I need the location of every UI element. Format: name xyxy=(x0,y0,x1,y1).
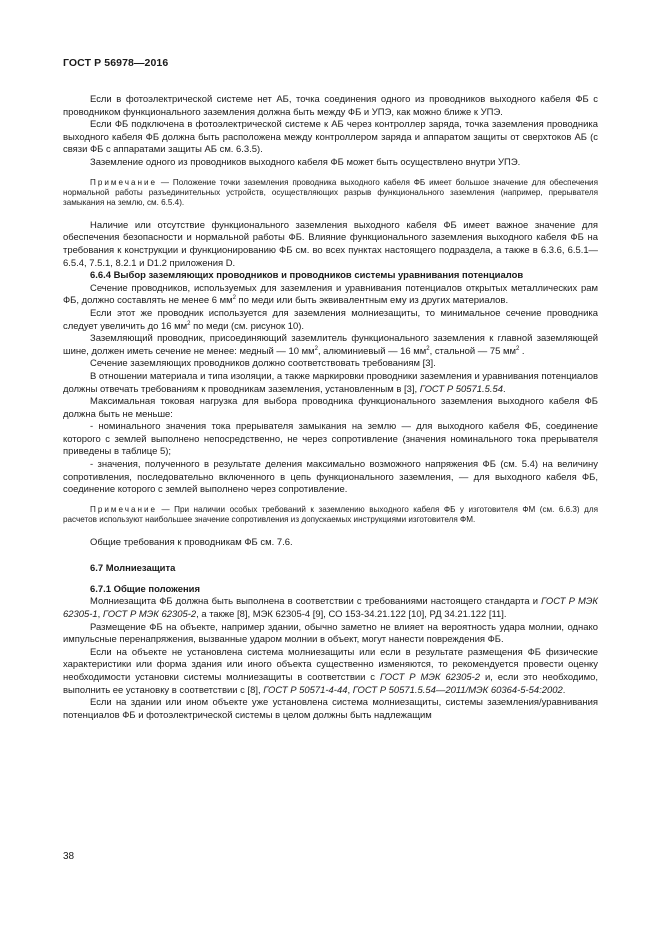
note-label: Примечание xyxy=(90,177,158,187)
section-heading-6-7-1: 6.7.1 Общие положения xyxy=(90,583,200,595)
paragraph: Заземляющий проводник, присоединяющий заземлитель функционального заземления к главной заземляющей шине, должен иметь сечение не менее: медный — 10 $мм^2$, алюминиевый — 16 $мм^2$, стальной — 75 $мм^2$ . xyxy=(63,333,598,357)
paragraph: Если ФБ подключена в фотоэлектрической системе к АБ через контроллер заряда, точка заземления проводника выходного кабеля ФБ должна быть расположена между контроллером заряда и аппаратом защиты от сверхтоков АБ (с связи ФБ с аппаратами защиты АБ см. 6.3.5). xyxy=(63,119,598,156)
paragraph: Наличие или отсутствие функционального заземления выходного кабеля ФБ имеет важное значение для обеспечения безопасности и нормальной работы ФБ. Влияние функционального заземления выходного кабеля ФБ на требования к конструкции и функционированию ФБ см. во всех пунктах настоящего подраздела, а также в 6.3.6, 6.5.1—6.5.4, 7.5.1, 8.2.1 и D1.2 приложения D. xyxy=(63,219,598,269)
note xyxy=(63,505,598,526)
paragraph: Если на здании или ином объекте уже установлена система молниезащиты, системы заземления/уравнивания потенциалов ФБ и фотоэлектрической системы в целом должны быть надлежащим xyxy=(63,697,598,721)
paragraph: Общие требования к проводникам ФБ см. 7.6. xyxy=(90,536,293,548)
note xyxy=(63,178,598,209)
paragraph: Если этот же проводник используется для заземления молниезащиты, то минимальное сечение проводника следует увеличить до 16 $мм^2$ по меди (см. рисунок 10). xyxy=(63,307,598,332)
page-number: 38 xyxy=(63,851,75,862)
paragraph: Сечение заземляющих проводников должно соответствовать требованиям [3]. xyxy=(90,358,436,370)
paragraph: Молниезащита ФБ должна быть выполнена в соответствии с требованиями настоящего стандарта и ГОСТ Р МЭК 62305-1, ГОСТ Р МЭК 62305-2, а также [8], МЭК 62305-4 [9], СО 153-34.21.122 [10], РД 34.21.122 [11]. xyxy=(63,596,598,621)
note-text: — Положение точки заземления проводника выходного кабеля ФБ имеет большое значение для обеспечения нормальной работы разъединительных устройств, осуществляющих разрыв функционального заземления (например, прерывателя замыкания на землю, см. 6.5.4). xyxy=(63,177,598,208)
note-text: — При наличии особых требований к заземлению выходного кабеля ФБ у изготовителя ФМ (см. 6.6.3) для расчетов используют наибольшее значение сопротивления из допускаемых инструкциями изготовителя ФМ. xyxy=(63,504,598,525)
list-item: - значения, полученного в результате деления максимально возможного напряжения ФБ (см. 5.4) на величину сопротивления, последовательно включенного в цепь функционального заземления, — для выходного кабеля ФБ, соединение которого с землей выполнено через сопротивление. xyxy=(63,459,598,496)
standard-header: ГОСТ Р 56978—2016 xyxy=(63,57,169,69)
paragraph: Если в фотоэлектрической системе нет АБ, точка соединения одного из проводников выходного кабеля ФБ с проводником функционального заземления должна быть между ФБ и УПЭ, как можно ближе к УПЭ. xyxy=(63,94,598,118)
paragraph: В отношении материала и типа изоляции, а также маркировки проводники заземления и уравнивания потенциалов должны отвечать требованиям к проводникам заземления, установленным в [3], ГОСТ Р 50571.5.54. xyxy=(63,370,598,395)
paragraph: Максимальная токовая нагрузка для выбора проводника функционального заземления выходного кабеля ФБ должна быть не меньше: xyxy=(63,396,598,420)
page-body xyxy=(63,94,598,722)
paragraph: Если на объекте не установлена система молниезащиты или если в результате размещения ФБ физические характеристики или форма здания или иного объекта существенно изменяются, то рекомендуется провести оценку необходимости установки системы молниезащиты в соответствии с ГОСТ Р МЭК 62305-2 и, если это необходимо, выполнить ее установку в соответствии с [8], ГОСТ Р 50571-4-44, ГОСТ Р 50571.5.54—2011/МЭК 60364-5-54:2002. xyxy=(63,646,599,696)
paragraph: Сечение проводников, используемых для заземления и уравнивания потенциалов открытых металлических рам ФБ, должно составлять не менее 6 $мм^2$ по меди или быть эквивалентным ему из других материалов. xyxy=(63,282,598,307)
paragraph: Размещение ФБ на объекте, например здании, обычно заметно не влияет на вероятность удара молнии, однако импульсные перенапряжения, вызванные ударом молнии в объект, могут нанести повреждения ФБ. xyxy=(63,621,598,646)
section-heading-6-6-4: 6.6.4 Выбор заземляющих проводников и проводников системы уравнивания потенциалов xyxy=(90,270,524,282)
paragraph: Заземление одного из проводников выходного кабеля ФБ может быть осуществлено внутри УПЭ. xyxy=(90,156,521,168)
standard-reference: ГОСТ Р 50571.5.54 xyxy=(419,383,503,395)
note-label: Примечание xyxy=(90,504,158,514)
section-heading-6-7: 6.7 Молниезащита xyxy=(90,563,176,575)
list-item: - номинального значения тока прерывателя замыкания на землю — для выходного кабеля ФБ, соединение которого с землей выполнено непосредственно, не через сопротивление (значения номинального тока прерывателя приведены в таблице 5); xyxy=(63,421,598,458)
